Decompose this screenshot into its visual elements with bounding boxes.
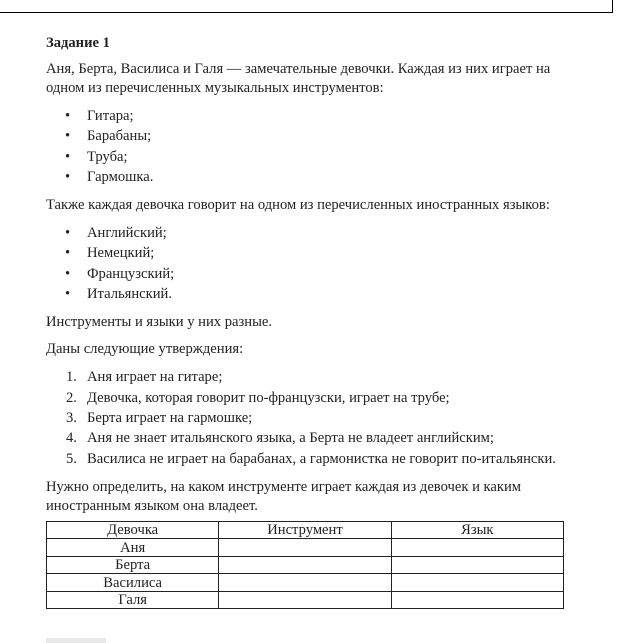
list-item: 3. Берта играет на гармошке; — [66, 409, 253, 426]
bullet-icon: • — [65, 245, 71, 262]
bullet-icon: • — [65, 128, 71, 145]
page-border — [0, 0, 613, 13]
intro-paragraph: Аня, Берта, Василиса и Галя — замечательные девочки. Каждая из них играет на одном из перечисленных музыкальных инструментов: — [46, 61, 551, 96]
instrument-cell[interactable] — [219, 556, 391, 574]
instrument-cell[interactable] — [219, 591, 391, 609]
girl-name-cell: Аня — [47, 539, 219, 557]
list-item: • Гармошка. — [46, 167, 591, 187]
language-cell[interactable] — [391, 556, 563, 574]
bullet-icon: • — [65, 108, 71, 124]
list-item: • Труба; — [46, 147, 591, 167]
bullet-icon: • — [65, 148, 71, 165]
document-body — [46, 34, 591, 609]
bullet-icon: • — [65, 265, 71, 282]
language-cell[interactable] — [391, 539, 563, 557]
statements-intro: Даны следующие утверждения: — [46, 341, 244, 358]
table-header-row — [47, 521, 564, 539]
list-item: 1. Аня играет на гитаре; — [66, 369, 223, 386]
column-header-instrument: Инструмент — [219, 521, 391, 539]
question-paragraph: Нужно определить, на каком инструменте играет каждая из девочек и каким иностранным языком она владеет. — [46, 478, 522, 514]
list-item: • Итальянский. — [46, 284, 591, 304]
column-header-language: Язык — [391, 521, 563, 539]
list-item: 2. Девочка, которая говорит по-французски, играет на трубе; — [66, 389, 450, 406]
column-header-girl: Девочка — [47, 521, 219, 539]
statement-list — [46, 367, 591, 468]
girl-name-cell: Берта — [47, 556, 219, 574]
language-cell[interactable] — [391, 574, 563, 592]
girl-name-cell: Галя — [47, 591, 219, 609]
list-item: • Барабаны; — [46, 126, 591, 146]
bullet-icon: • — [65, 225, 71, 242]
languages-intro: Также каждая девочка говорит на одном из перечисленных иностранных языков: — [46, 197, 550, 214]
instrument-cell[interactable] — [219, 574, 391, 592]
table-row — [47, 591, 564, 609]
list-item: 4. Аня не знает итальянского языка, а Берта не владеет английским; — [66, 430, 494, 447]
instrument-list — [46, 106, 591, 187]
bullet-icon: • — [65, 286, 71, 303]
table-row — [47, 556, 564, 574]
list-item: • Французский; — [46, 264, 591, 284]
table-row — [47, 574, 564, 592]
girl-name-cell: Василиса — [47, 574, 219, 592]
page-footer-mark — [46, 638, 106, 643]
instrument-cell[interactable] — [219, 539, 391, 557]
language-cell[interactable] — [391, 591, 563, 609]
list-item: • Английский; — [46, 223, 591, 243]
bullet-icon: • — [65, 168, 71, 185]
list-item: • Немецкий; — [46, 243, 591, 263]
task-title: Задание 1 — [46, 35, 110, 51]
different-note: Инструменты и языки у них разные. — [46, 314, 273, 331]
list-item: • Гитара; — [46, 106, 591, 126]
language-list — [46, 223, 591, 304]
list-item: 5. Василиса не играет на барабанах, а гармонистка не говорит по-итальянски. — [66, 450, 556, 467]
table-row — [47, 539, 564, 557]
answer-table — [46, 521, 564, 610]
